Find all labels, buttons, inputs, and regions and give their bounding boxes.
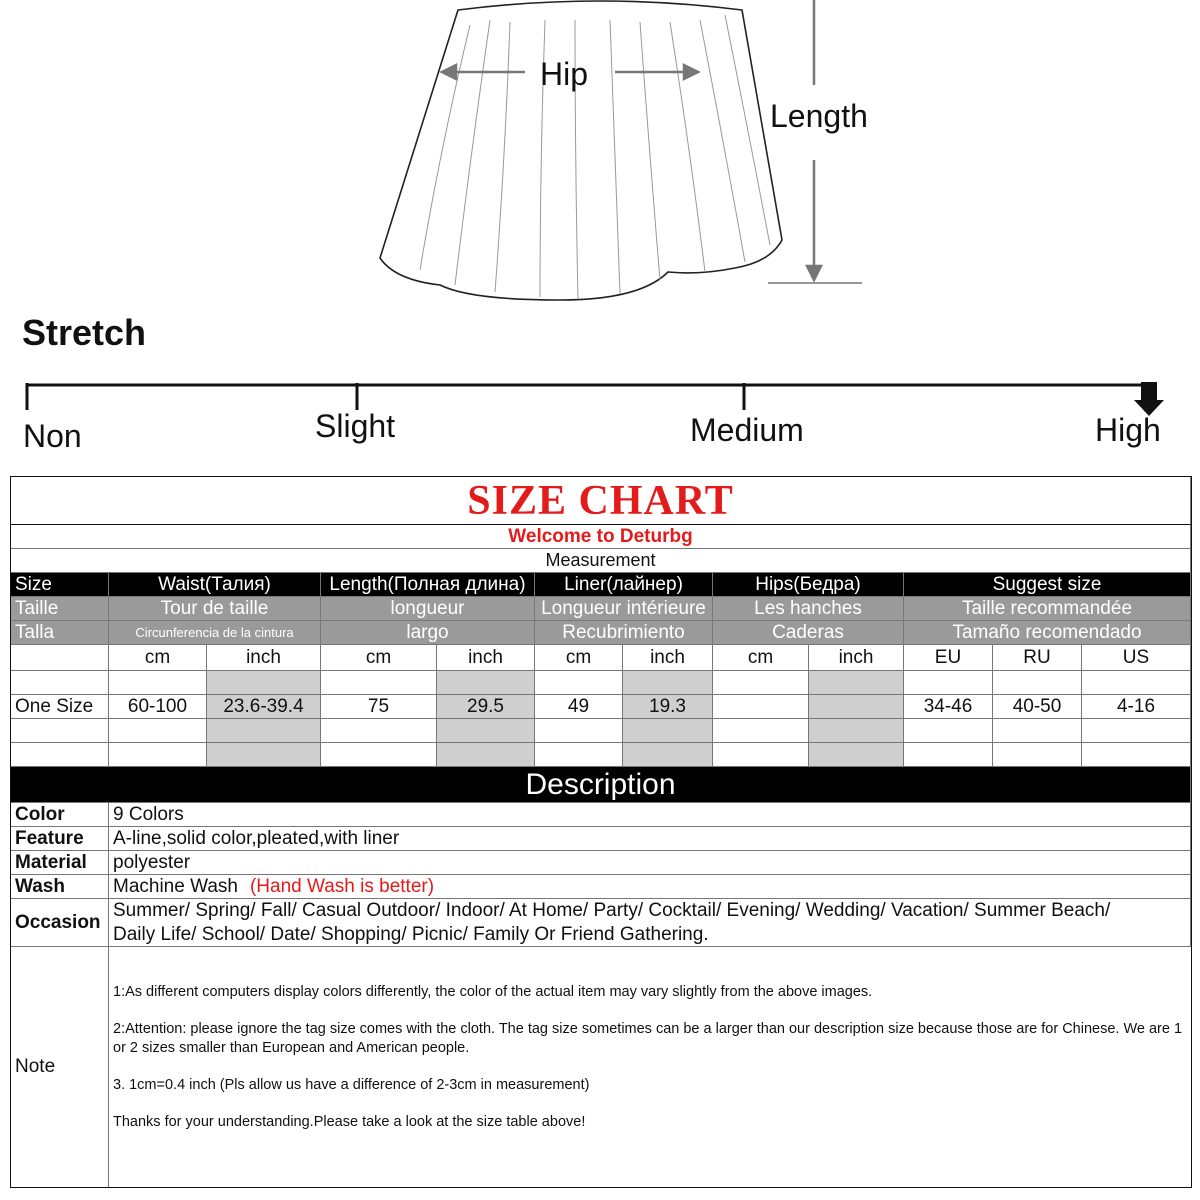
- measurement-label: Measurement: [11, 549, 1191, 573]
- header-cell: Waist(Талия): [109, 573, 321, 597]
- occasion-label: Occasion: [11, 899, 109, 947]
- unit-cell: [11, 645, 109, 671]
- empty-cell: [904, 719, 993, 743]
- unit-cell: cm: [109, 645, 207, 671]
- note-value: [109, 947, 1191, 1187]
- empty-cell: [437, 719, 535, 743]
- stretch-level-non: Non: [23, 418, 82, 454]
- skirt-outline: [380, 1, 782, 300]
- stretch-level-slight: Slight: [315, 408, 396, 444]
- note-label: Note: [11, 947, 109, 1187]
- header-cell: Talla: [11, 621, 109, 645]
- note-item: Thanks for your understanding.Please take a look at the size table above!: [113, 1114, 586, 1130]
- occasion-line-1: Summer/ Spring/ Fall/ Casual Outdoor/ Indoor/ At Home/ Party/ Cocktail/ Evening/ Wedding/ Vacation/ Summer Beach/: [113, 899, 1111, 921]
- empty-cell: [437, 743, 535, 767]
- unit-cell: inch: [437, 645, 535, 671]
- empty-cell: [713, 671, 809, 695]
- note-item: 1:As different computers display colors differently, the color of the actual item may vary slightly from the above images.: [113, 984, 873, 1000]
- notes-list: [113, 983, 1187, 1150]
- header-cell: Size: [11, 573, 109, 597]
- material-value: polyester: [109, 851, 1191, 875]
- header-cell: Suggest size: [904, 573, 1191, 597]
- empty-cell: [993, 671, 1082, 695]
- note-item: 2:Attention: please ignore the tag size comes with the cloth. The tag size sometimes can be a larger than our description size because those are for Chinese. We are 1 or 2 sizes smaller than European and American people.: [113, 1021, 1183, 1056]
- size-data-cell: 23.6-39.4: [207, 695, 321, 719]
- empty-cell: [993, 743, 1082, 767]
- header-cell: longueur: [321, 597, 535, 621]
- empty-cell: [11, 743, 109, 767]
- description-heading: Description: [11, 767, 1191, 803]
- unit-cell: inch: [207, 645, 321, 671]
- stretch-scale: [0, 370, 1200, 430]
- empty-cell: [904, 671, 993, 695]
- empty-cell: [321, 743, 437, 767]
- size-data-cell: 60-100: [109, 695, 207, 719]
- empty-cell: [904, 743, 993, 767]
- length-label: Length: [770, 98, 868, 134]
- size-data-cell: [713, 695, 809, 719]
- note-item: 3. 1cm=0.4 inch (Pls allow us have a difference of 2-3cm in measurement): [113, 1077, 590, 1093]
- hip-label: Hip: [540, 56, 589, 92]
- header-cell: Hips(Бедра): [713, 573, 904, 597]
- wash-note: (Hand Wash is better): [249, 875, 435, 897]
- empty-cell: [321, 719, 437, 743]
- material-label: Material: [11, 851, 109, 875]
- stretch-indicator-arrow-icon: [1134, 382, 1164, 416]
- occasion-line-2: Daily Life/ School/ Date/ Shopping/ Picnic/ Family Or Friend Gathering.: [113, 923, 709, 945]
- empty-cell: [535, 719, 623, 743]
- occasion-value: [109, 899, 1191, 947]
- header-cell: Les hanches: [713, 597, 904, 621]
- feature-label: Feature: [11, 827, 109, 851]
- unit-cell: cm: [535, 645, 623, 671]
- stretch-level-high: High: [1095, 412, 1161, 448]
- size-data-cell: 4-16: [1082, 695, 1191, 719]
- empty-cell: [713, 719, 809, 743]
- empty-cell: [809, 719, 904, 743]
- header-cell: Taille recommandée: [904, 597, 1191, 621]
- empty-cell: [109, 743, 207, 767]
- wash-label: Wash: [11, 875, 109, 899]
- unit-cell: cm: [321, 645, 437, 671]
- size-data-cell: One Size: [11, 695, 109, 719]
- size-data-cell: 40-50: [993, 695, 1082, 719]
- empty-cell: [321, 671, 437, 695]
- empty-cell: [1082, 719, 1191, 743]
- header-cell: Tamaño recomendado: [904, 621, 1191, 645]
- unit-cell: RU: [993, 645, 1082, 671]
- header-cell: Length(Полная длина): [321, 573, 535, 597]
- empty-cell: [207, 719, 321, 743]
- empty-cell: [623, 743, 713, 767]
- unit-cell: cm: [713, 645, 809, 671]
- skirt-diagram: [0, 0, 1200, 310]
- header-cell: Liner(лайнер): [535, 573, 713, 597]
- empty-cell: [623, 719, 713, 743]
- empty-cell: [535, 671, 623, 695]
- empty-cell: [207, 671, 321, 695]
- empty-cell: [535, 743, 623, 767]
- size-data-cell: 29.5: [437, 695, 535, 719]
- header-cell: Tour de taille: [109, 597, 321, 621]
- empty-cell: [1082, 743, 1191, 767]
- size-chart-table: [10, 476, 1192, 1188]
- empty-cell: [713, 743, 809, 767]
- header-cell: Circunferencia de la cintura: [109, 621, 321, 645]
- header-cell: Longueur intérieure: [535, 597, 713, 621]
- unit-cell: inch: [623, 645, 713, 671]
- stretch-level-medium: Medium: [690, 412, 804, 448]
- unit-cell: US: [1082, 645, 1191, 671]
- unit-cell: EU: [904, 645, 993, 671]
- color-value: 9 Colors: [109, 803, 1191, 827]
- header-cell: Taille: [11, 597, 109, 621]
- empty-cell: [809, 671, 904, 695]
- feature-value: A-line,solid color,pleated,with liner: [109, 827, 1191, 851]
- empty-cell: [109, 671, 207, 695]
- wash-value: [109, 875, 1191, 899]
- size-data-cell: 34-46: [904, 695, 993, 719]
- empty-cell: [11, 671, 109, 695]
- empty-cell: [11, 719, 109, 743]
- size-data-cell: 49: [535, 695, 623, 719]
- wash-value-text: Machine Wash: [113, 875, 238, 897]
- size-data-cell: 75: [321, 695, 437, 719]
- color-label: Color: [11, 803, 109, 827]
- size-data-cell: [809, 695, 904, 719]
- empty-cell: [993, 719, 1082, 743]
- size-chart-subtitle: Welcome to Deturbg: [11, 525, 1191, 549]
- header-cell: Recubrimiento: [535, 621, 713, 645]
- header-cell: largo: [321, 621, 535, 645]
- empty-cell: [1082, 671, 1191, 695]
- stretch-title: Stretch: [22, 312, 147, 353]
- size-chart-title: SIZE CHART: [11, 477, 1191, 525]
- empty-cell: [809, 743, 904, 767]
- empty-cell: [109, 719, 207, 743]
- empty-cell: [623, 671, 713, 695]
- size-data-cell: 19.3: [623, 695, 713, 719]
- header-cell: Caderas: [713, 621, 904, 645]
- empty-cell: [437, 671, 535, 695]
- unit-cell: inch: [809, 645, 904, 671]
- empty-cell: [207, 743, 321, 767]
